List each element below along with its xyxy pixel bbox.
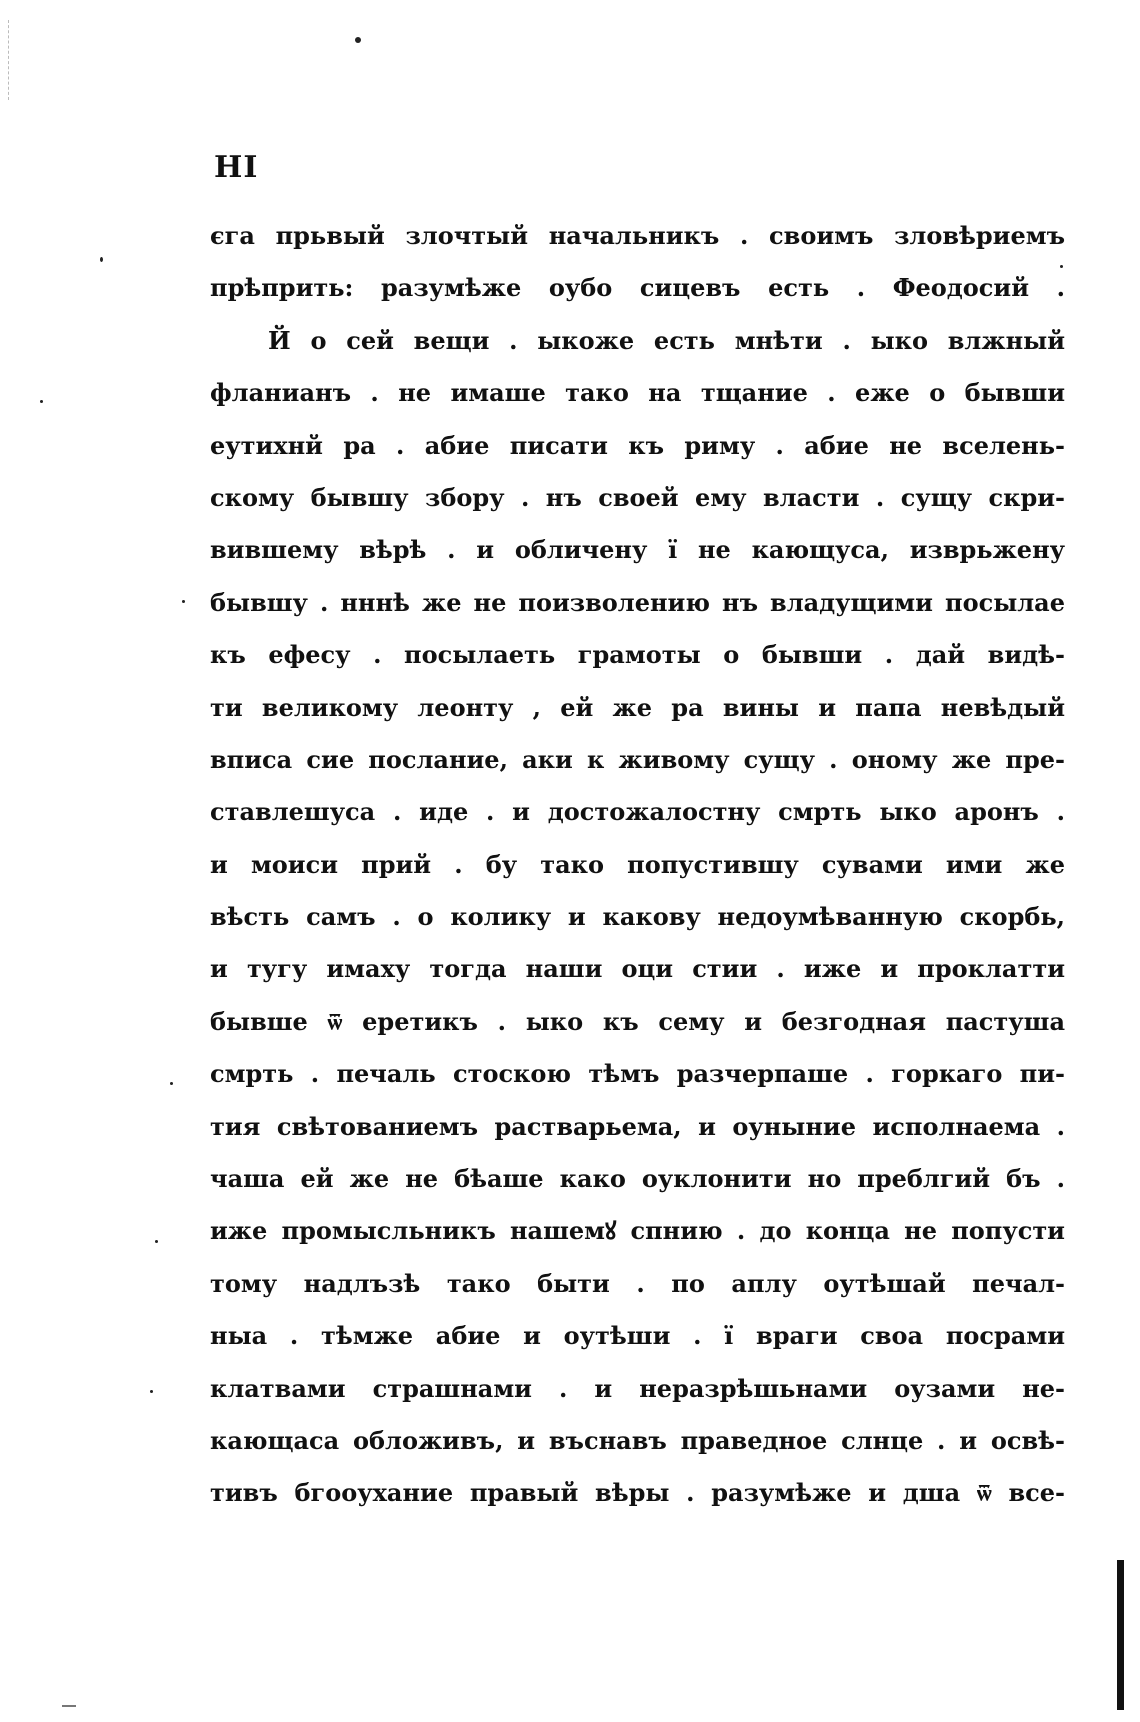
text-line: и моиси прий . бу тако попустившу сувами ими же — [210, 849, 1065, 879]
text-line: къ ефесу . посылаеть грамоты о бывши . дай видѣ- — [210, 640, 1065, 670]
text-line: ставлешуса . иде . и достожалостну смрть ыко аронъ . — [210, 797, 1065, 827]
ink-speck — [150, 1390, 153, 1393]
text-line: клатвами страшнами . и неразрѣшьнами оузами не- — [210, 1373, 1065, 1403]
scan-bottom-mark — [62, 1705, 76, 1707]
ink-speck — [355, 37, 361, 43]
text-line: прѣприть: разумѣже оубо сицевъ есть . Феодосий . — [210, 273, 1065, 303]
ink-speck — [100, 257, 103, 262]
text-line: вѣсть самъ . о колику и какову недоумѣванную скорбь, — [210, 902, 1065, 932]
scan-edge-marks — [8, 20, 11, 100]
ink-speck — [170, 1082, 173, 1085]
text-line: иже промысльникъ нашемꙋ спнию . до конца не попусти — [210, 1216, 1065, 1246]
text-line: фланианъ . не имаше тако на тщание . еже о бывши — [210, 378, 1065, 408]
ink-speck — [182, 600, 185, 603]
text-line: Й о сей вещи . ыкоже есть мнѣти . ыко влжный — [268, 325, 1065, 355]
text-line: вившему вѣрѣ . и обличену ї не кающуса, изврьжену — [210, 535, 1065, 565]
ink-speck — [155, 1240, 158, 1243]
text-line: ныа . тѣмже абие и оутѣши . ї враги своа посрами — [210, 1321, 1065, 1351]
text-line: ти великому леонту , ей же ра вины и папа невѣдый — [210, 692, 1065, 722]
text-line: и тугу имаху тогда наши оци стии . иже и проклатти — [210, 954, 1065, 984]
text-line: чаша ей же не бѣаше како оуклонити но преблгий бъ . — [210, 1164, 1065, 1194]
text-line: бывшу . нннѣ же не поизволению нъ владущими посылае — [210, 587, 1065, 617]
text-line: тия свѣтованиемъ растварьема, и оуныние исполнаема . — [210, 1111, 1065, 1141]
manuscript-text — [210, 210, 1065, 1520]
text-line: тому надлъзѣ тако быти . по аплу оутѣшай печал- — [210, 1268, 1065, 1298]
text-line: смрть . печаль стоскою тѣмъ разчерпаше . горкаго пи- — [210, 1059, 1065, 1089]
text-line: еутихнй ра . абие писати къ риму . абие не вселень- — [210, 430, 1065, 460]
text-line: єга прьвый злочтый начальникъ . своимъ зловѣриемъ — [210, 221, 1065, 250]
page-number: НІ — [214, 150, 259, 185]
ink-speck — [40, 400, 43, 403]
scan-edge-bar — [1117, 1560, 1124, 1710]
text-line: тивъ бгооухание правый вѣры . разумѣже и дша ѿ все- — [210, 1478, 1065, 1508]
text-line: вписа сие послание, аки к живому сущу . оному же пре- — [210, 744, 1065, 774]
text-line: скому бывшу збору . нъ своей ему власти . сущу скри- — [210, 482, 1065, 512]
text-line: бывше ѿ еретикъ . ыко къ сему и безгодная пастуша — [210, 1006, 1065, 1036]
text-line: кающаса обложивъ, и въснавъ праведное слнце . и освѣ- — [210, 1425, 1065, 1455]
